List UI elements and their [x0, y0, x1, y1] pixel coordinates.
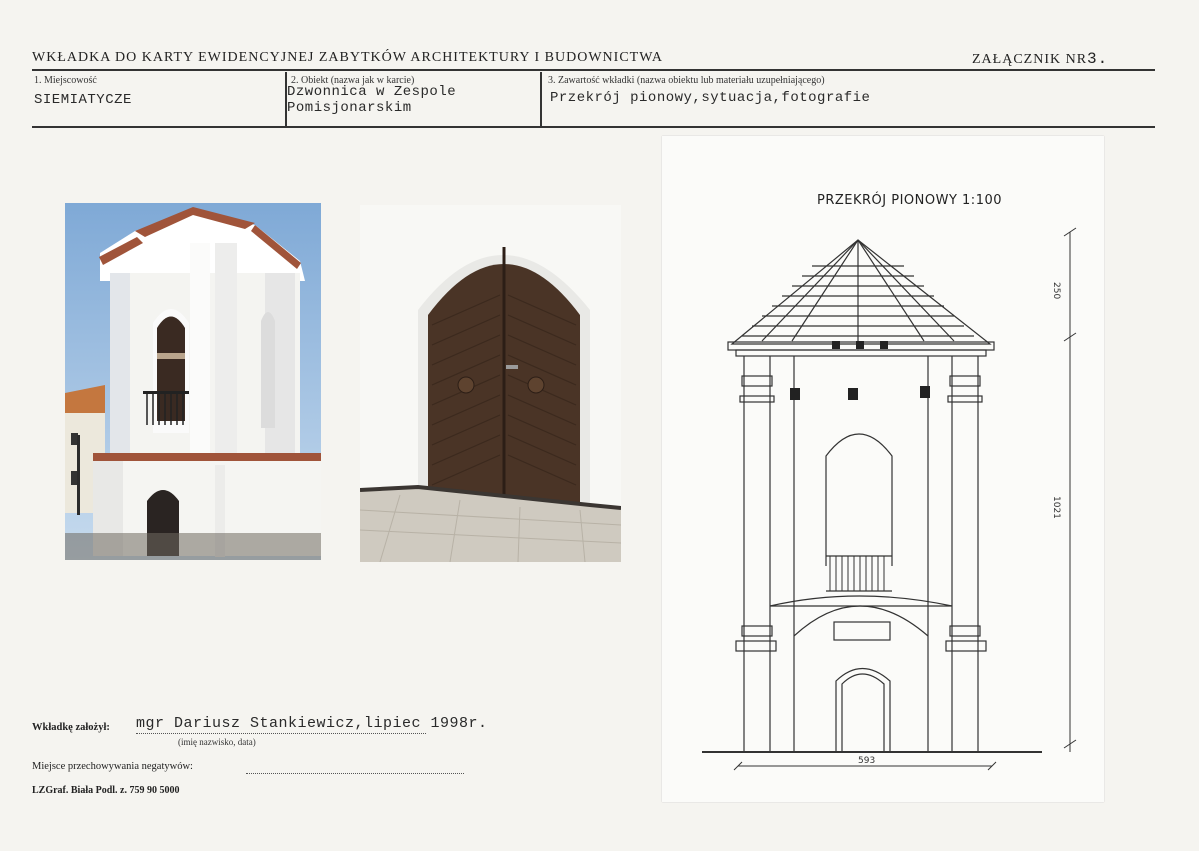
storage-label: Miejsce przechowywania negatywów:: [32, 761, 193, 772]
storage-underline: [246, 773, 464, 774]
field-divider-2: [540, 72, 542, 126]
section-drawing: [662, 136, 1104, 802]
printer-imprint: LZGraf. Biała Podl. z. 759 90 5000: [32, 785, 180, 796]
bell-tower-photo-image: [65, 203, 321, 560]
bell-tower-section-drawing: [662, 136, 1104, 802]
drawing-title: PRZEKRÓJ PIONOWY 1:100: [817, 193, 1003, 208]
author-label: Wkładkę założył:: [32, 722, 110, 733]
dim-roof-height: 250: [1051, 282, 1061, 300]
author-value: mgr Dariusz Stankiewicz,lipiec 1998r.: [136, 715, 488, 732]
author-underline: [136, 733, 426, 734]
object-label: 2. Obiekt (nazwa jak w karcie): [291, 75, 415, 86]
object-value-line1: Dzwonnica w Zespole: [287, 84, 457, 100]
locality-label: 1. Miejscowość: [34, 75, 97, 86]
photo-door: [360, 205, 621, 562]
dim-width: 593: [858, 756, 876, 766]
dim-total-height: 1021: [1051, 496, 1061, 519]
photo-bell-tower: [65, 203, 321, 560]
sheet-title: WKŁADKA DO KARTY EWIDENCYJNEJ ZABYTKÓW ARCHITEKTURY I BUDOWNICTWA: [32, 50, 663, 65]
door-photo-image: [360, 205, 621, 562]
header-rule: [32, 69, 1155, 71]
annex-label-text: ZAŁĄCZNIK NR: [972, 52, 1088, 67]
author-hint: (imię nazwisko, data): [178, 737, 256, 747]
contents-value: Przekrój pionowy,sytuacja,fotografie: [550, 90, 871, 106]
annex-number: 3.: [1087, 50, 1109, 68]
object-value-line2: Pomisjonarskim: [287, 100, 412, 116]
annex-label: [972, 50, 1108, 68]
fields-rule: [32, 126, 1155, 128]
locality-value: SIEMIATYCZE: [34, 92, 132, 108]
contents-label: 3. Zawartość wkładki (nazwa obiektu lub materiału uzupełniającego): [548, 75, 825, 86]
